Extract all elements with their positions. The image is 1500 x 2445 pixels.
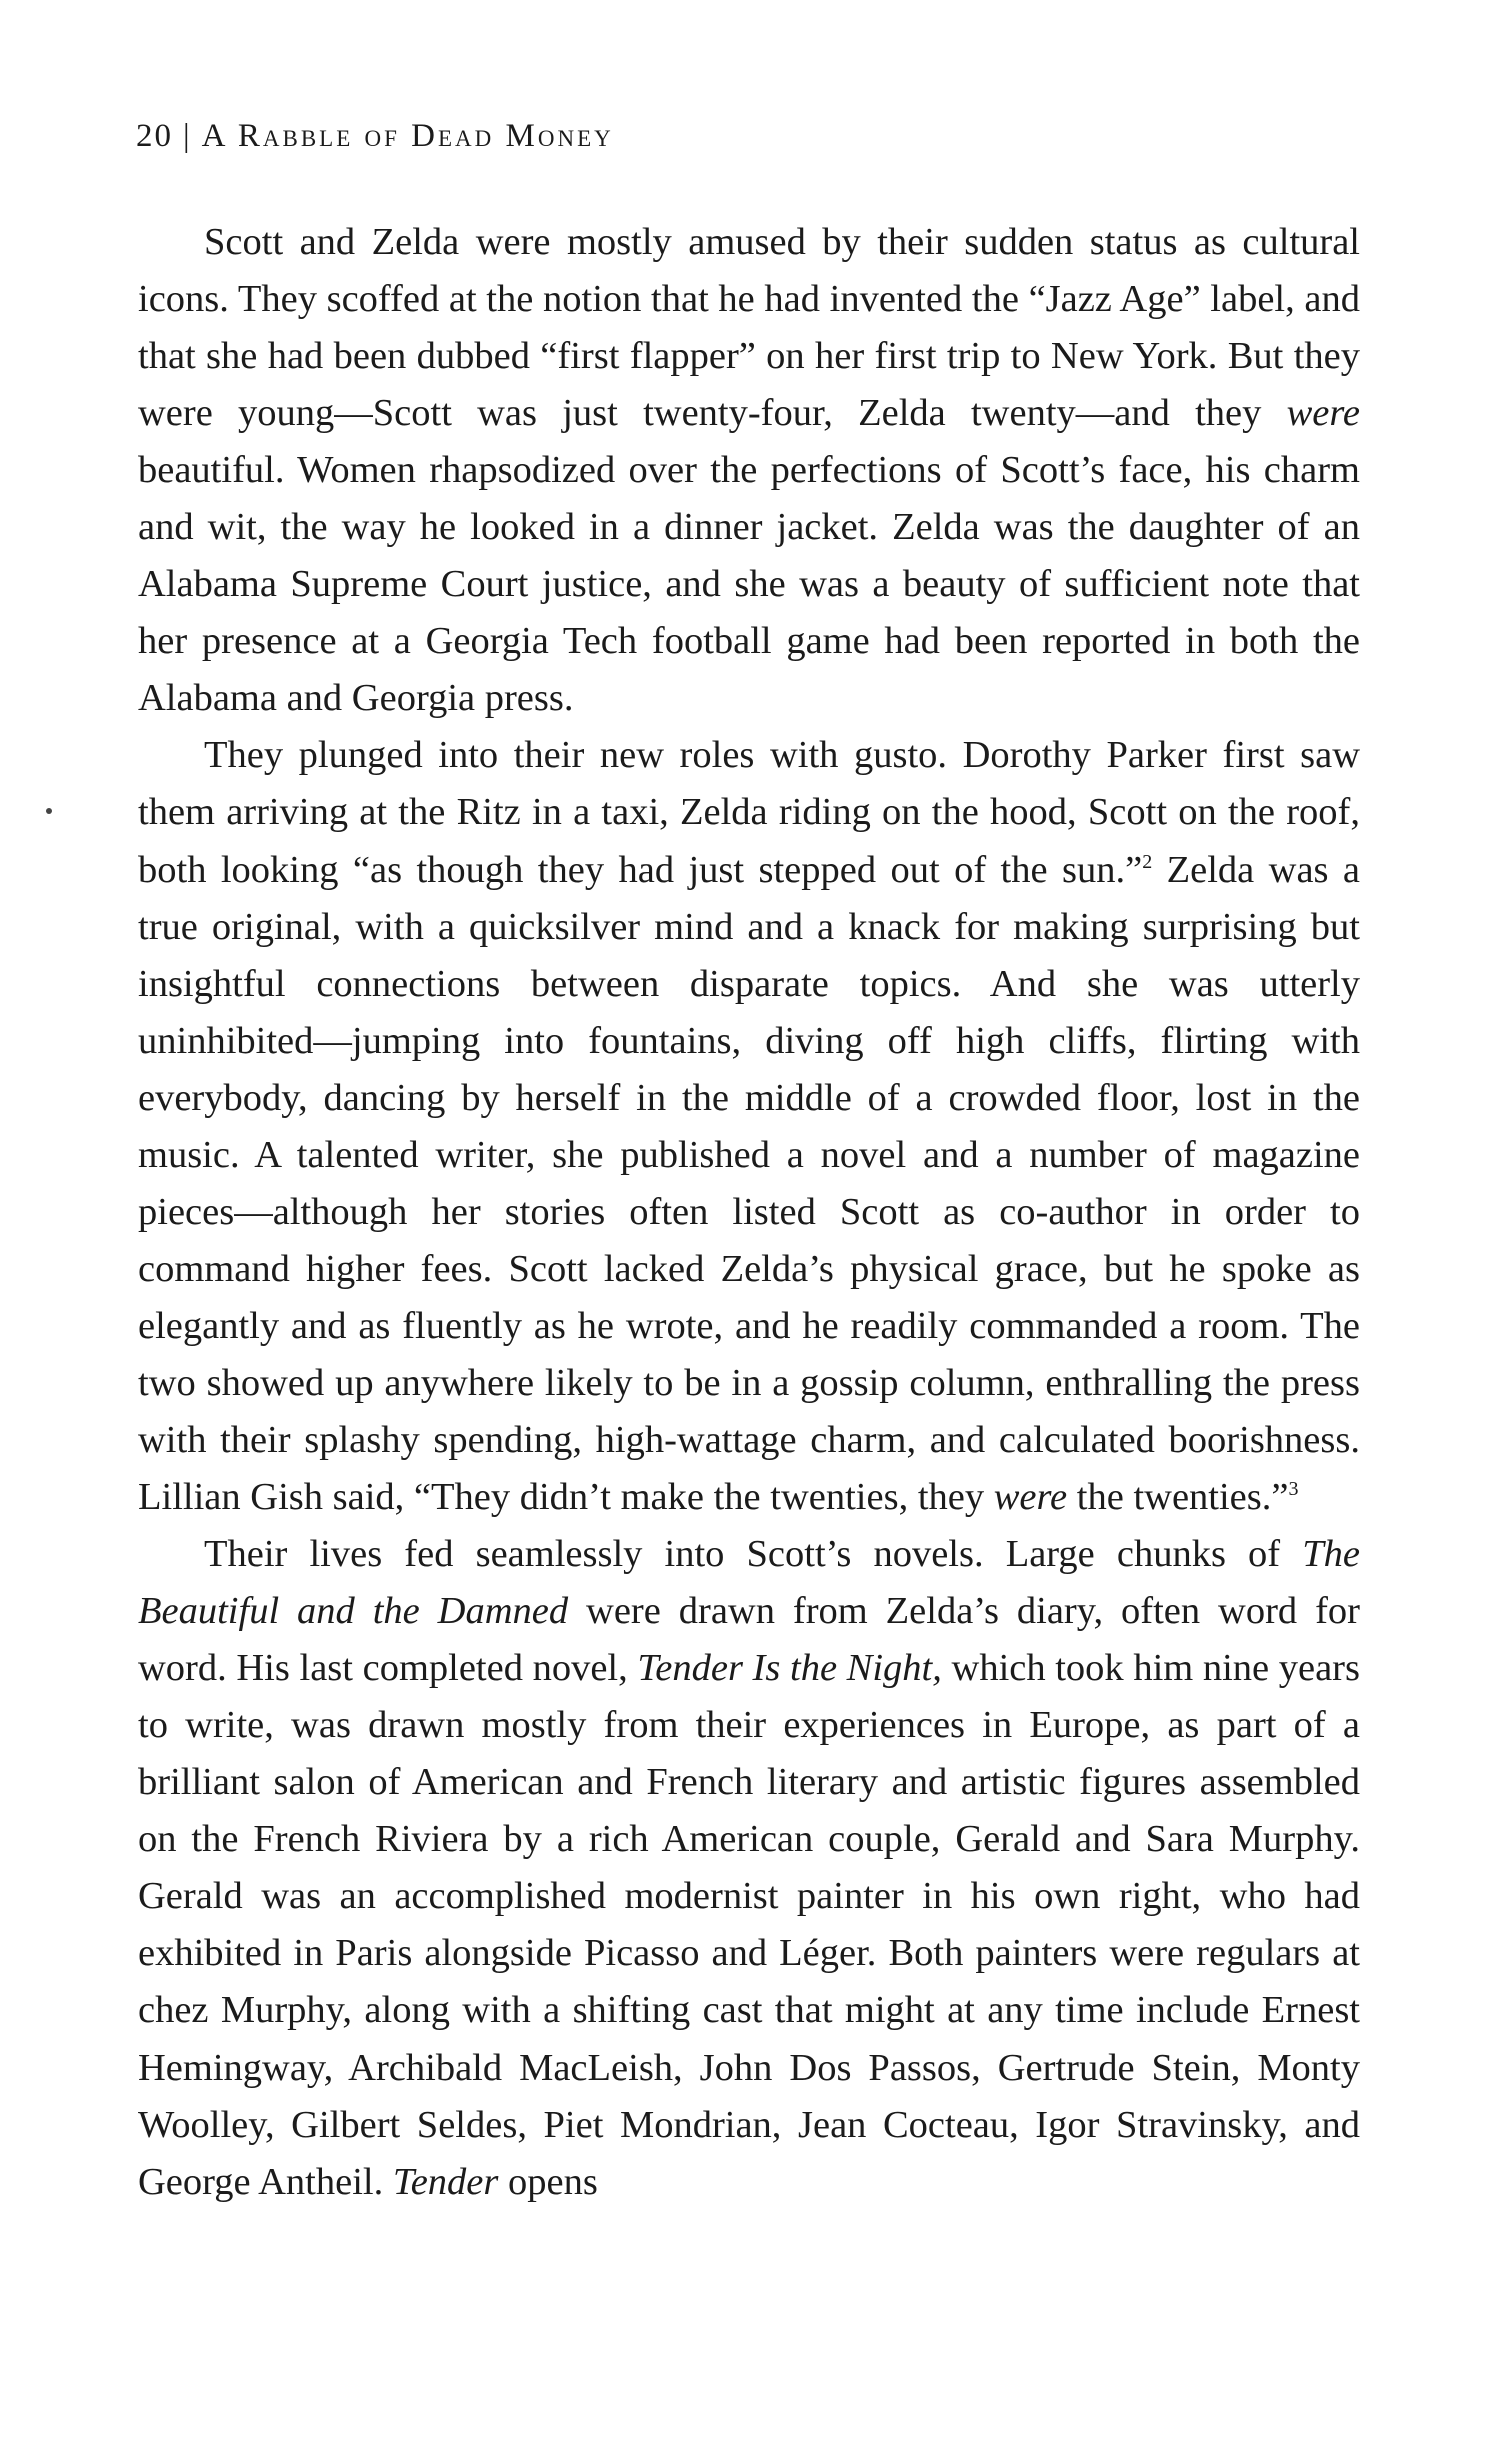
paragraph (138, 214, 1360, 727)
page-number: 20 (136, 118, 173, 154)
text-run: beautiful. Women rhapsodized over the perfections of Scott’s face, his charm and wit, the way he looked in a dinner jacket. Zelda was the daughter of an Alabama Supreme Court justice, and she was a beauty of sufficient note that her presence at a Georgia Tech football game had been reported in both the Alabama and Georgia press. (138, 449, 1360, 720)
text-run: Zelda was a true original, with a quicksilver mind and a knack for making surprising but insightful connections between disparate topics. And she was utterly uninhibited—jumping into fountains, diving off high cliffs, flirting with everybody, dancing by herself in the middle of a crowded floor, lost in the music. A talented writer, she published a novel and a number of magazine pieces—although her stories often listed Scott as co-author in order to command higher fees. Scott lacked Zelda’s physical grace, but he spoke as elegantly and as fluently as he wrote, and he readily commanded a room. The two showed up anywhere likely to be in a gossip column, enthralling the press with their splashy spending, high-wattage charm, and calculated boorishness. Lillian Gish said, “They didn’t make the twenties, they (138, 848, 1361, 1519)
text-run: Scott and Zelda were mostly amused by their sudden status as cultural icons. They scoffed at the notion that he had invented the “Jazz Age” label, and that she had been dubbed “first flapper” on her first trip to New York. But they were young—Scott was just twenty-four, Zelda twenty—and they (138, 221, 1360, 435)
text-run: which took him nine years to write, was drawn mostly from their experiences in Europe, as part of a brilliant salon of American and French literary and artistic figures assembled on the French Riviera by a rich American couple, Gerald and Sara Murphy. Gerald was an accomplished modernist painter in his own right, who had exhibited in Paris alongside Picasso and Léger. Both painters were regulars at chez Murphy, along with a shifting cast that might at any time include Ernest Hemingway, Archibald MacLeish, John Dos Passos, Gertrude Stein, Monty Woolley, Gilbert Seldes, Piet Mondrian, Jean Cocteau, Igor Stravinsky, and George Antheil. (138, 1647, 1360, 2203)
italic-text: Tender (392, 2160, 499, 2203)
text-run: They plunged into their new roles with gusto. Dorothy Parker first saw them arriving at the Ritz in a taxi, Zelda riding on the hood, Scott on the roof, both looking “as though they had just stepped out of the sun.” (138, 734, 1360, 891)
text-run: Their lives fed seamlessly into Scott’s novels. Large chunks of (204, 1533, 1303, 1576)
italic-text: were (1286, 392, 1360, 435)
book-title: A Rabble of Dead Money (201, 118, 614, 154)
paragraph (138, 1526, 1360, 2211)
margin-dot (46, 808, 52, 814)
running-head (136, 112, 1376, 160)
italic-text: were (993, 1476, 1068, 1519)
paragraph (138, 727, 1360, 1526)
text-run: opens (498, 2160, 598, 2203)
italic-text: The Beautiful and the Damned (138, 1533, 1360, 1633)
footnote-ref: 3 (1288, 1478, 1299, 1501)
text-run: the twenties.” (1067, 1476, 1289, 1519)
footnote-ref: 2 (1142, 850, 1153, 873)
header-separator: | (183, 118, 192, 154)
body-text (138, 214, 1360, 2211)
text-run: were drawn from Zelda’s diary, often word for word. His last completed novel, (138, 1590, 1360, 1690)
italic-text: Tender Is the Night, (637, 1647, 942, 1690)
